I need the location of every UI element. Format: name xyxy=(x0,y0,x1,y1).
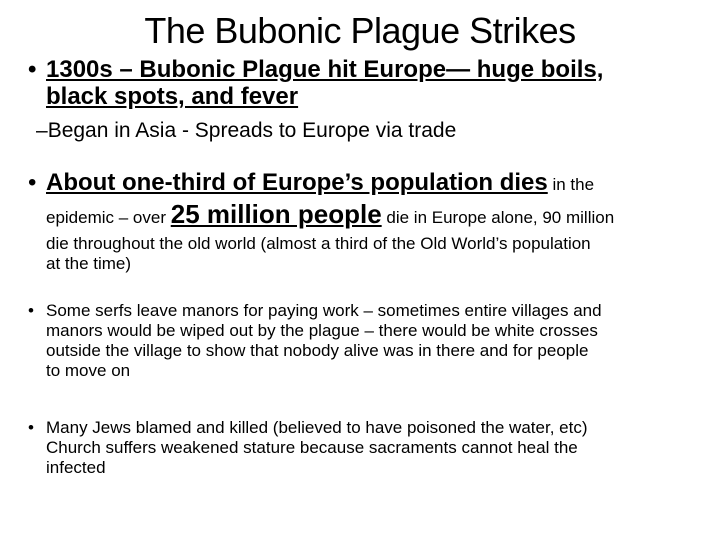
bullet-1-line2 xyxy=(28,83,712,110)
bullet-4-line3: infected xyxy=(46,458,106,477)
bullet-dot: • xyxy=(28,56,37,83)
bullet-4 xyxy=(28,418,712,478)
bullet-1-text-line2: black spots, and fever xyxy=(46,83,299,110)
bullet-dot: • xyxy=(28,418,34,437)
bullet-3-line3: outside the village to show that nobody alive was in there and for people xyxy=(46,341,589,360)
bullet-dot: • xyxy=(28,301,34,320)
bullet-2-line2-emphasis: 25 million people xyxy=(170,199,382,229)
bullet-3-text-line1: Some serfs leave manors for paying work – sometimes entire villages and xyxy=(46,301,602,320)
bullet-3-line1 xyxy=(28,301,712,321)
bullet-2-line3: die throughout the old world (almost a third of the Old World’s population xyxy=(46,234,591,253)
bullet-1 xyxy=(28,56,712,110)
bullet-3-line4: to move on xyxy=(46,361,131,380)
bullet-2 xyxy=(28,169,712,274)
sub-bullet-1-text: Began in Asia - Spreads to Europe via trade xyxy=(47,119,457,142)
bullet-3 xyxy=(28,301,712,381)
bullet-4-line2: Church suffers weakened stature because sacraments cannot heal the xyxy=(46,438,578,457)
bullet-2-line2-post: die in Europe alone, 90 million xyxy=(381,208,615,227)
bullet-2-after: in the xyxy=(547,175,595,194)
bullet-1-line1 xyxy=(28,56,712,83)
bullet-2-emphasis: About one-third of Europe’s population dies xyxy=(46,169,548,196)
bullet-4-text-line1: Many Jews blamed and killed (believed to have poisoned the water, etc) xyxy=(46,418,588,437)
bullet-2-line1 xyxy=(28,169,712,198)
sub-bullet-1 xyxy=(36,118,712,143)
bullet-2-line2-pre: epidemic – over xyxy=(46,208,171,227)
bullet-4-line1 xyxy=(28,418,712,438)
slide-title: The Bubonic Plague Strikes xyxy=(144,10,576,51)
bullet-3-line2: manors would be wiped out by the plague – there would be white crosses xyxy=(46,321,598,340)
bullet-dot: • xyxy=(28,169,37,196)
bullet-2-line4: at the time) xyxy=(46,254,132,273)
sub-bullet-dash: – xyxy=(36,119,48,142)
bullet-2-line2 xyxy=(28,198,712,234)
bullet-1-text-line1: 1300s – Bubonic Plague hit Europe— huge boils, xyxy=(46,56,604,83)
